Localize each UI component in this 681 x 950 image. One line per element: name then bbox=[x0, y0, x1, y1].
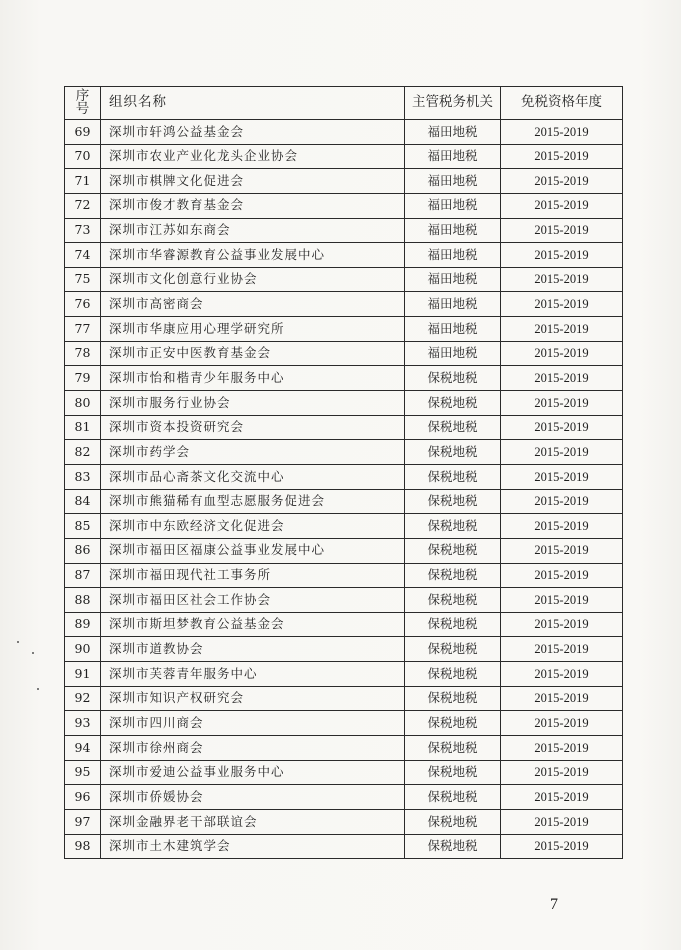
cell-tax-office: 福田地税 bbox=[405, 193, 501, 218]
cell-exemption-years: 2015-2019 bbox=[501, 243, 623, 268]
cell-serial-number: 78 bbox=[65, 341, 101, 366]
cell-exemption-years: 2015-2019 bbox=[501, 464, 623, 489]
cell-exemption-years: 2015-2019 bbox=[501, 785, 623, 810]
cell-tax-office: 保税地税 bbox=[405, 612, 501, 637]
cell-serial-number: 87 bbox=[65, 563, 101, 588]
cell-serial-number: 83 bbox=[65, 464, 101, 489]
table-row bbox=[65, 834, 623, 859]
table-row bbox=[65, 612, 623, 637]
cell-tax-office: 保税地税 bbox=[405, 514, 501, 539]
table-row bbox=[65, 686, 623, 711]
cell-serial-number: 80 bbox=[65, 391, 101, 416]
cell-serial-number: 74 bbox=[65, 243, 101, 268]
table-row bbox=[65, 538, 623, 563]
table-row bbox=[65, 662, 623, 687]
cell-organization-name: 深圳市道教协会 bbox=[101, 637, 405, 662]
cell-tax-office: 保税地税 bbox=[405, 563, 501, 588]
cell-tax-office: 保税地税 bbox=[405, 662, 501, 687]
cell-serial-number: 98 bbox=[65, 834, 101, 859]
cell-organization-name: 深圳市福田区社会工作协会 bbox=[101, 588, 405, 613]
header-tax-office: 主管税务机关 bbox=[405, 87, 501, 120]
table-row bbox=[65, 563, 623, 588]
cell-tax-office: 福田地税 bbox=[405, 267, 501, 292]
cell-organization-name: 深圳市知识产权研究会 bbox=[101, 686, 405, 711]
cell-tax-office: 福田地税 bbox=[405, 120, 501, 145]
cell-organization-name: 深圳市高密商会 bbox=[101, 292, 405, 317]
scan-speck bbox=[17, 641, 19, 643]
cell-serial-number: 81 bbox=[65, 415, 101, 440]
cell-organization-name: 深圳市华康应用心理学研究所 bbox=[101, 317, 405, 342]
cell-serial-number: 76 bbox=[65, 292, 101, 317]
cell-tax-office: 保税地税 bbox=[405, 834, 501, 859]
table-body bbox=[65, 120, 623, 859]
cell-exemption-years: 2015-2019 bbox=[501, 169, 623, 194]
cell-exemption-years: 2015-2019 bbox=[501, 366, 623, 391]
cell-serial-number: 93 bbox=[65, 711, 101, 736]
cell-tax-office: 保税地税 bbox=[405, 489, 501, 514]
cell-exemption-years: 2015-2019 bbox=[501, 612, 623, 637]
cell-exemption-years: 2015-2019 bbox=[501, 415, 623, 440]
cell-exemption-years: 2015-2019 bbox=[501, 711, 623, 736]
cell-exemption-years: 2015-2019 bbox=[501, 809, 623, 834]
cell-organization-name: 深圳市徐州商会 bbox=[101, 736, 405, 761]
cell-tax-office: 保税地税 bbox=[405, 538, 501, 563]
cell-organization-name: 深圳市侨媛协会 bbox=[101, 785, 405, 810]
cell-tax-office: 保税地税 bbox=[405, 588, 501, 613]
cell-tax-office: 福田地税 bbox=[405, 169, 501, 194]
table-row bbox=[65, 489, 623, 514]
cell-exemption-years: 2015-2019 bbox=[501, 193, 623, 218]
table-row bbox=[65, 760, 623, 785]
cell-exemption-years: 2015-2019 bbox=[501, 538, 623, 563]
cell-exemption-years: 2015-2019 bbox=[501, 489, 623, 514]
cell-exemption-years: 2015-2019 bbox=[501, 637, 623, 662]
table-row bbox=[65, 391, 623, 416]
cell-organization-name: 深圳市怡和楷青少年服务中心 bbox=[101, 366, 405, 391]
cell-exemption-years: 2015-2019 bbox=[501, 662, 623, 687]
table-row bbox=[65, 785, 623, 810]
cell-organization-name: 深圳市品心斋茶文化交流中心 bbox=[101, 464, 405, 489]
cell-tax-office: 保税地税 bbox=[405, 637, 501, 662]
cell-serial-number: 86 bbox=[65, 538, 101, 563]
table-row bbox=[65, 218, 623, 243]
cell-tax-office: 福田地税 bbox=[405, 243, 501, 268]
cell-organization-name: 深圳市棋牌文化促进会 bbox=[101, 169, 405, 194]
header-exemption-years: 免税资格年度 bbox=[501, 87, 623, 120]
table-row bbox=[65, 193, 623, 218]
cell-exemption-years: 2015-2019 bbox=[501, 686, 623, 711]
cell-exemption-years: 2015-2019 bbox=[501, 218, 623, 243]
cell-serial-number: 84 bbox=[65, 489, 101, 514]
cell-serial-number: 75 bbox=[65, 267, 101, 292]
table-row bbox=[65, 292, 623, 317]
cell-organization-name: 深圳市芙蓉青年服务中心 bbox=[101, 662, 405, 687]
cell-exemption-years: 2015-2019 bbox=[501, 317, 623, 342]
header-serial-line2: 号 bbox=[75, 101, 90, 117]
cell-tax-office: 保税地税 bbox=[405, 785, 501, 810]
cell-exemption-years: 2015-2019 bbox=[501, 120, 623, 145]
cell-serial-number: 94 bbox=[65, 736, 101, 761]
cell-organization-name: 深圳市农业产业化龙头企业协会 bbox=[101, 144, 405, 169]
cell-organization-name: 深圳市资本投资研究会 bbox=[101, 415, 405, 440]
cell-organization-name: 深圳市斯坦梦教育公益基金会 bbox=[101, 612, 405, 637]
tax-exempt-organization-table bbox=[64, 86, 623, 859]
cell-exemption-years: 2015-2019 bbox=[501, 834, 623, 859]
cell-tax-office: 保税地税 bbox=[405, 366, 501, 391]
table-row bbox=[65, 144, 623, 169]
cell-tax-office: 福田地税 bbox=[405, 292, 501, 317]
cell-organization-name: 深圳市文化创意行业协会 bbox=[101, 267, 405, 292]
cell-exemption-years: 2015-2019 bbox=[501, 144, 623, 169]
table-row bbox=[65, 588, 623, 613]
cell-organization-name: 深圳市华睿源教育公益事业发展中心 bbox=[101, 243, 405, 268]
table-row bbox=[65, 736, 623, 761]
header-serial-number bbox=[65, 87, 101, 120]
table-row bbox=[65, 341, 623, 366]
cell-tax-office: 福田地税 bbox=[405, 317, 501, 342]
cell-tax-office: 保税地税 bbox=[405, 760, 501, 785]
cell-exemption-years: 2015-2019 bbox=[501, 292, 623, 317]
cell-exemption-years: 2015-2019 bbox=[501, 563, 623, 588]
table-row bbox=[65, 243, 623, 268]
cell-exemption-years: 2015-2019 bbox=[501, 267, 623, 292]
table-row bbox=[65, 464, 623, 489]
cell-exemption-years: 2015-2019 bbox=[501, 588, 623, 613]
scan-speck bbox=[32, 652, 34, 654]
cell-serial-number: 82 bbox=[65, 440, 101, 465]
cell-exemption-years: 2015-2019 bbox=[501, 341, 623, 366]
table-header-row bbox=[65, 87, 623, 120]
cell-organization-name: 深圳市土木建筑学会 bbox=[101, 834, 405, 859]
table-row bbox=[65, 637, 623, 662]
cell-serial-number: 97 bbox=[65, 809, 101, 834]
cell-organization-name: 深圳市福田区福康公益事业发展中心 bbox=[101, 538, 405, 563]
cell-serial-number: 92 bbox=[65, 686, 101, 711]
cell-serial-number: 79 bbox=[65, 366, 101, 391]
cell-tax-office: 保税地税 bbox=[405, 440, 501, 465]
cell-organization-name: 深圳市药学会 bbox=[101, 440, 405, 465]
cell-organization-name: 深圳市轩鸿公益基金会 bbox=[101, 120, 405, 145]
cell-tax-office: 保税地税 bbox=[405, 686, 501, 711]
cell-tax-office: 保税地税 bbox=[405, 415, 501, 440]
table-row bbox=[65, 267, 623, 292]
table-row bbox=[65, 120, 623, 145]
cell-organization-name: 深圳金融界老干部联谊会 bbox=[101, 809, 405, 834]
cell-organization-name: 深圳市中东欧经济文化促进会 bbox=[101, 514, 405, 539]
scan-speck bbox=[37, 688, 39, 690]
cell-serial-number: 69 bbox=[65, 120, 101, 145]
cell-tax-office: 福田地税 bbox=[405, 218, 501, 243]
cell-exemption-years: 2015-2019 bbox=[501, 440, 623, 465]
table-row bbox=[65, 514, 623, 539]
cell-organization-name: 深圳市爱迪公益事业服务中心 bbox=[101, 760, 405, 785]
cell-organization-name: 深圳市俊才教育基金会 bbox=[101, 193, 405, 218]
cell-serial-number: 88 bbox=[65, 588, 101, 613]
cell-organization-name: 深圳市四川商会 bbox=[101, 711, 405, 736]
cell-serial-number: 95 bbox=[65, 760, 101, 785]
cell-serial-number: 90 bbox=[65, 637, 101, 662]
table-row bbox=[65, 415, 623, 440]
table-row bbox=[65, 711, 623, 736]
table-row bbox=[65, 809, 623, 834]
header-serial-line1: 序 bbox=[75, 87, 90, 104]
cell-serial-number: 72 bbox=[65, 193, 101, 218]
cell-serial-number: 70 bbox=[65, 144, 101, 169]
cell-organization-name: 深圳市福田现代社工事务所 bbox=[101, 563, 405, 588]
cell-tax-office: 福田地税 bbox=[405, 341, 501, 366]
cell-serial-number: 96 bbox=[65, 785, 101, 810]
cell-exemption-years: 2015-2019 bbox=[501, 760, 623, 785]
page-number: 7 bbox=[550, 896, 558, 913]
cell-tax-office: 保税地税 bbox=[405, 809, 501, 834]
cell-tax-office: 保税地税 bbox=[405, 736, 501, 761]
cell-serial-number: 89 bbox=[65, 612, 101, 637]
cell-serial-number: 71 bbox=[65, 169, 101, 194]
cell-exemption-years: 2015-2019 bbox=[501, 736, 623, 761]
cell-tax-office: 保税地税 bbox=[405, 711, 501, 736]
table-row bbox=[65, 317, 623, 342]
cell-serial-number: 77 bbox=[65, 317, 101, 342]
header-organization-name: 组织名称 bbox=[101, 87, 405, 120]
cell-tax-office: 保税地税 bbox=[405, 464, 501, 489]
cell-serial-number: 91 bbox=[65, 662, 101, 687]
cell-tax-office: 福田地税 bbox=[405, 144, 501, 169]
cell-organization-name: 深圳市正安中医教育基金会 bbox=[101, 341, 405, 366]
table-row bbox=[65, 440, 623, 465]
cell-serial-number: 73 bbox=[65, 218, 101, 243]
table-row bbox=[65, 366, 623, 391]
cell-organization-name: 深圳市服务行业协会 bbox=[101, 391, 405, 416]
cell-tax-office: 保税地税 bbox=[405, 391, 501, 416]
cell-exemption-years: 2015-2019 bbox=[501, 391, 623, 416]
cell-organization-name: 深圳市江苏如东商会 bbox=[101, 218, 405, 243]
table-row bbox=[65, 169, 623, 194]
cell-organization-name: 深圳市熊猫稀有血型志愿服务促进会 bbox=[101, 489, 405, 514]
cell-exemption-years: 2015-2019 bbox=[501, 514, 623, 539]
cell-serial-number: 85 bbox=[65, 514, 101, 539]
